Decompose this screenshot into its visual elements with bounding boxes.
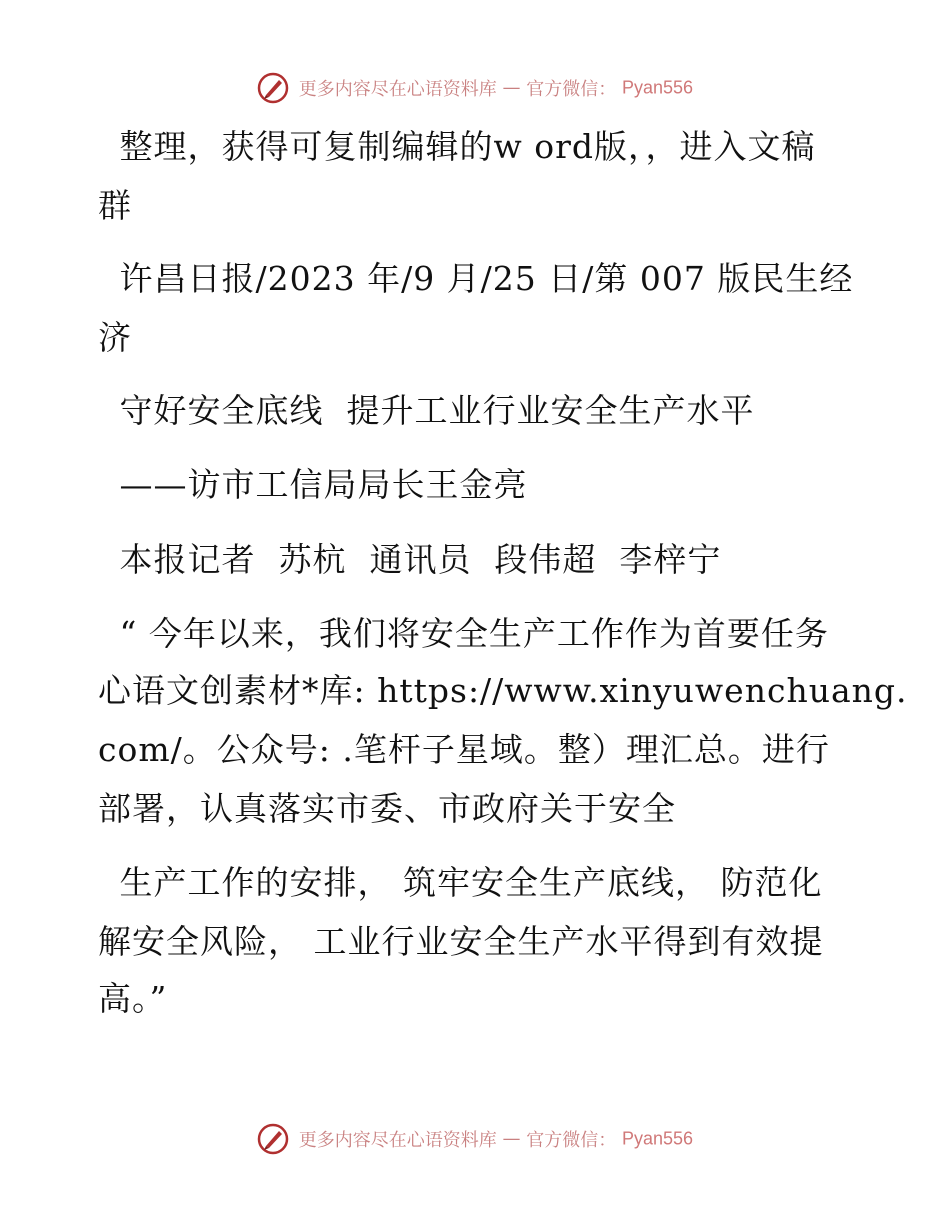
byline: 本报记者 苏杭 通讯员 段伟超 李梓宁: [108, 540, 722, 579]
watermark-label: 官方微信：: [526, 79, 617, 100]
pen-logo-icon: [257, 1123, 289, 1155]
body-line: 群: [98, 186, 132, 225]
pen-logo-icon: [257, 72, 289, 104]
watermark-text: 更多内容尽在心语资料库: [298, 79, 497, 100]
body-line: 心语文创素材*库: https://www.xinyuwenchuang.: [98, 671, 908, 710]
body-line: 济: [98, 318, 132, 357]
watermark-separator: —: [502, 77, 521, 99]
body-line: “ 今年以来，我们将安全生产工作作为首要任务: [108, 614, 829, 653]
body-line: 生产工作的安排， 筑牢安全生产底线， 防范化: [108, 863, 823, 902]
body-line: 解安全风险， 工业行业安全生产水平得到有效提: [98, 922, 824, 961]
watermark-separator: —: [502, 1128, 521, 1150]
watermark-header: [0, 72, 950, 104]
watermark-wechat-id: Pyan556: [621, 1128, 693, 1149]
body-line: 高。”: [98, 979, 168, 1018]
body-line: 整理，获得可复制编辑的w ord版，，进入文稿: [108, 127, 816, 166]
watermark-text: 更多内容尽在心语资料库: [298, 1130, 497, 1151]
watermark-label: 官方微信：: [526, 1130, 617, 1151]
body-line: 许昌日报/2023 年/9 月/25 日/第 007 版民生经: [108, 259, 854, 298]
body-line: 部署，认真落实市委、市政府关于安全: [98, 789, 676, 828]
watermark-wechat-id: Pyan556: [621, 77, 693, 98]
watermark-footer: [0, 1123, 950, 1155]
body-line: com/。公众号: .笔杆子星域。整）理汇总。进行: [98, 730, 830, 769]
article-subtitle: ——访市工信局局长王金亮: [108, 465, 528, 504]
article-title: 守好安全底线 提升工业行业安全生产水平: [108, 391, 755, 430]
